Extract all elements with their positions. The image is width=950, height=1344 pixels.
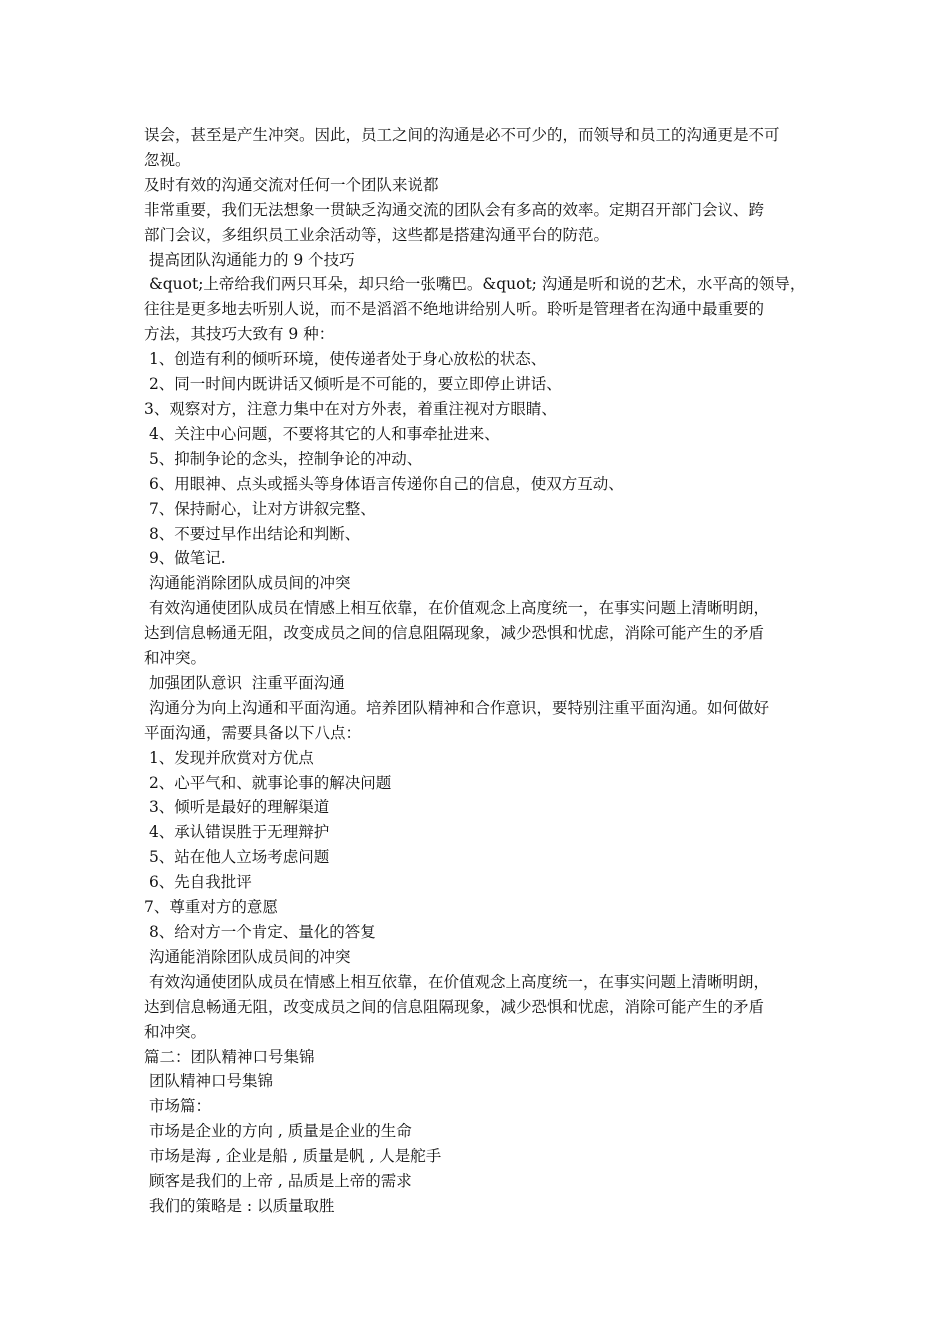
- list-item: 7、尊重对方的意愿: [144, 898, 278, 917]
- list-item: 8、给对方一个肯定、量化的答复: [144, 923, 376, 941]
- list-item: 7、保持耐心，让对方讲叙完整、: [144, 499, 376, 518]
- text-line: 达到信息畅通无阻，改变成员之间的信息阻隔现象，减少恐惧和忧虑，消除可能产生的矛盾: [144, 624, 765, 643]
- list-item: 8、不要过早作出结论和判断、: [144, 524, 361, 543]
- slogan-line: 市场是企业的方向 , 质量是企业的生命: [144, 1122, 412, 1141]
- text-line: &quot;上帝给我们两只耳朵，却只给一张嘴巴。&quot; 沟通是听和说的艺术，水平高的领导，: [144, 275, 806, 294]
- list-item: 6、先自我批评: [144, 873, 252, 892]
- text-line: 往往是更多地去听别人说，而不是滔滔不绝地讲给别人听。聆听是管理者在沟通中最重要的: [144, 300, 765, 319]
- list-item: 1、发现并欣赏对方优点: [144, 748, 314, 767]
- slogan-line: 市场是海 , 企业是船 , 质量是帆 , 人是舵手: [144, 1147, 442, 1166]
- list-item: 3、倾听是最好的理解渠道: [144, 798, 330, 817]
- text-line: 误会，甚至是产生冲突。因此，员工之间的沟通是必不可少的，而领导和员工的沟通更是不可: [144, 126, 780, 144]
- chapter-heading: 篇二：团队精神口号集锦: [144, 1047, 315, 1066]
- list-item: 5、站在他人立场考虑问题: [144, 848, 330, 867]
- list-item: 4、关注中心问题，不要将其它的人和事牵扯进来、: [144, 424, 500, 443]
- text-line: 和冲突。: [144, 649, 207, 668]
- list-item: 2、同一时间内既讲话又倾听是不可能的，要立即停止讲话、: [144, 375, 562, 394]
- text-line: 忽视。: [144, 150, 191, 169]
- section-heading: 沟通能消除团队成员间的冲突: [144, 574, 351, 593]
- text-line: 和冲突。: [144, 1022, 207, 1041]
- list-item: 4、承认错误胜于无理辩护: [144, 823, 330, 842]
- slogan-line: 我们的策略是 : 以质量取胜: [144, 1196, 335, 1215]
- text-line: 非常重要，我们无法想象一贯缺乏沟通交流的团队会有多高的效率。定期召开部门会议、跨: [144, 200, 765, 219]
- text-line: 达到信息畅通无阻，改变成员之间的信息阻隔现象，减少恐惧和忧虑，消除可能产生的矛盾: [144, 997, 765, 1016]
- section-heading: 沟通能消除团队成员间的冲突: [144, 947, 351, 966]
- section-heading: 市场篇：: [144, 1097, 211, 1116]
- document-page: [144, 123, 812, 1219]
- section-heading: 加强团队意识 注重平面沟通: [144, 673, 345, 692]
- list-item: 1、创造有利的倾听环境，使传递者处于身心放松的状态、: [144, 350, 547, 369]
- list-item: 6、用眼神、点头或摇头等身体语言传递你自己的信息，使双方互动、: [144, 474, 624, 493]
- list-item: 9、做笔记.: [144, 549, 226, 568]
- section-heading: 团队精神口号集锦: [144, 1072, 273, 1091]
- list-item: 2、心平气和、就事论事的解决问题: [144, 773, 392, 792]
- text-line: 方法，其技巧大致有 9 种：: [144, 325, 335, 344]
- text-line: 有效沟通使团队成员在情感上相互依靠，在价值观念上高度统一，在事实问题上清晰明朗，: [144, 599, 769, 618]
- section-heading: 提高团队沟通能力的 9 个技巧: [144, 250, 355, 269]
- list-item: 3、观察对方，注意力集中在对方外表，着重注视对方眼睛、: [144, 399, 557, 418]
- slogan-line: 顾客是我们的上帝 , 品质是上帝的需求: [144, 1172, 412, 1191]
- text-line: 沟通分为向上沟通和平面沟通。培养团队精神和合作意识，要特别注重平面沟通。如何做好: [144, 698, 769, 717]
- text-line: 及时有效的沟通交流对任何一个团队来说都: [144, 175, 439, 194]
- list-item: 5、抑制争论的念头，控制争论的冲动、: [144, 449, 423, 468]
- text-line: 平面沟通，需要具备以下八点：: [144, 723, 362, 742]
- text-line: 部门会议，多组织员工业余活动等，这些都是搭建沟通平台的防范。: [144, 225, 610, 244]
- text-line: 有效沟通使团队成员在情感上相互依靠，在价值观念上高度统一，在事实问题上清晰明朗，: [144, 972, 769, 991]
